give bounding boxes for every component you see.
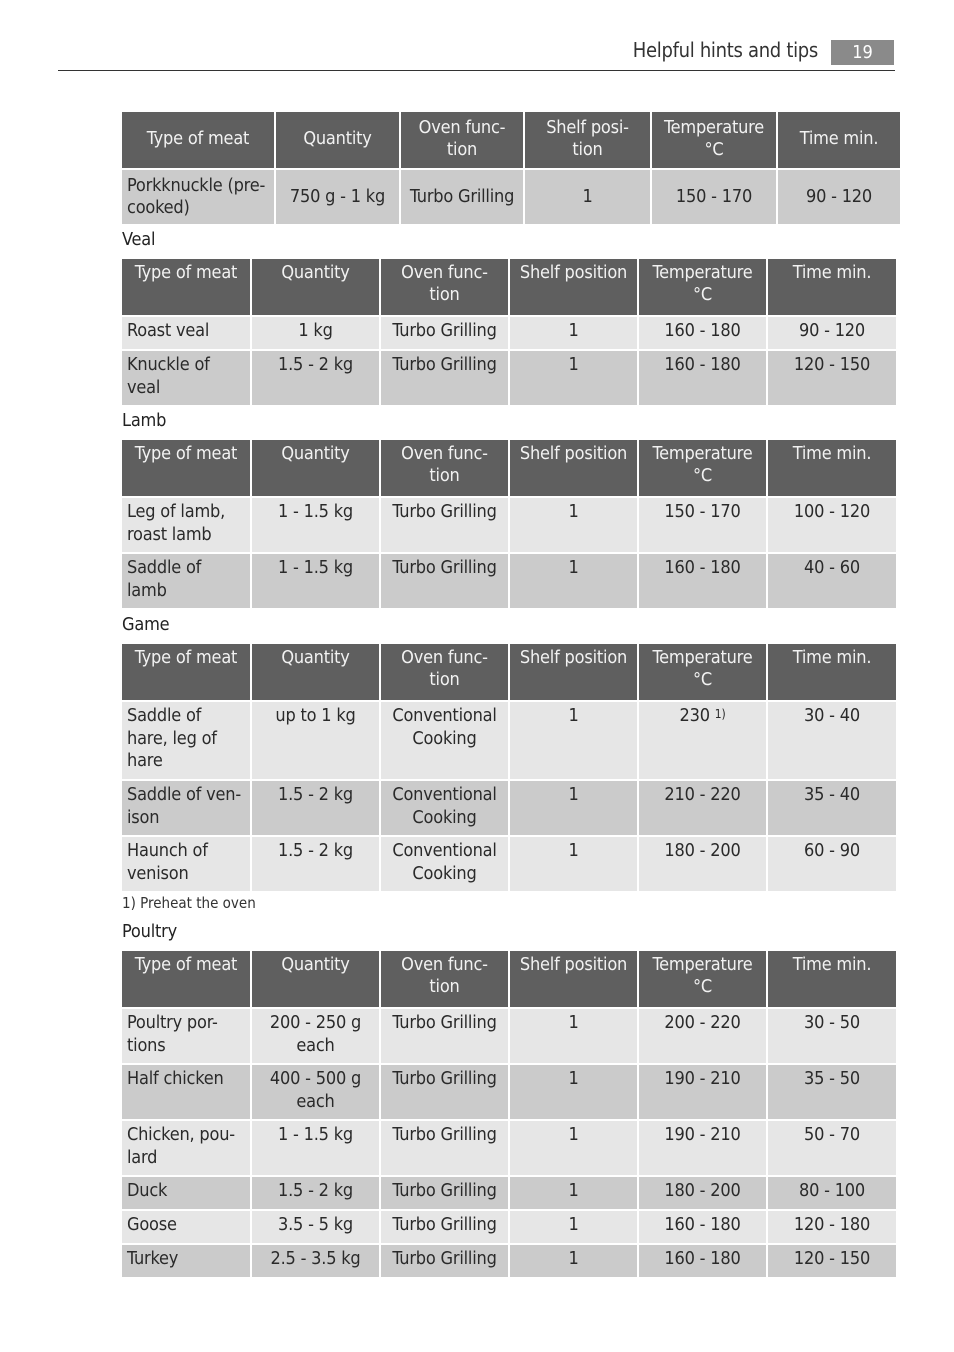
page-header-title: Helpful hints and tips [632,38,818,62]
cell-temperature: 180 - 200 [639,837,766,891]
cell-temperature: 190 - 210 [639,1065,766,1119]
cell-quantity: 1 kg [252,317,379,349]
table-row [122,351,896,405]
cell-meat-type: Haunch of venison [122,837,250,891]
cell-time: 120 - 150 [768,1245,896,1277]
cell-oven-function: Turbo Grilling [381,317,508,349]
cell-temperature: 150 - 170 [652,170,776,224]
cell-shelf-position: 1 [510,1065,637,1119]
cell-quantity: 1.5 - 2 kg [252,351,379,405]
cell-time: 35 - 50 [768,1065,896,1119]
lamb-table [120,438,898,610]
table-row [122,554,896,608]
cell-time: 120 - 180 [768,1211,896,1243]
column-header-temperature: Temperature °C [639,259,766,315]
column-header-quantity: Quantity [276,112,399,168]
table-row [122,1245,896,1277]
cell-temperature: 160 - 180 [639,1211,766,1243]
cell-meat-type: Saddle of lamb [122,554,250,608]
column-header-time: Time min. [778,112,900,168]
cell-oven-function: Turbo Grilling [381,498,508,552]
column-header-time: Time min. [768,259,896,315]
cell-temperature: 190 - 210 [639,1121,766,1175]
cell-oven-function: Turbo Grilling [381,1121,508,1175]
cell-meat-type: Knuckle of veal [122,351,250,405]
column-header-shelf-position: Shelf posi- tion [525,112,650,168]
cell-quantity: 1.5 - 2 kg [252,1177,379,1209]
cell-time: 90 - 120 [768,317,896,349]
game-footnote: 1) Preheat the oven [122,894,256,912]
header-divider [58,70,895,71]
column-header-temperature: Temperature °C [639,951,766,1007]
cell-time: 30 - 50 [768,1009,896,1063]
cell-quantity: 1 - 1.5 kg [252,554,379,608]
cell-quantity: 1.5 - 2 kg [252,837,379,891]
cell-shelf-position: 1 [510,1121,637,1175]
column-header-meat-type: Type of meat [122,951,250,1007]
cell-temperature: 160 - 180 [639,554,766,608]
table-row [122,702,896,779]
cell-shelf-position: 1 [510,1245,637,1277]
table-row [122,498,896,552]
column-header-temperature: Temperature °C [652,112,776,168]
cell-meat-type: Porkknuckle (pre- cooked) [122,170,274,224]
cell-oven-function: Conventional Cooking [381,781,508,835]
cell-oven-function: Turbo Grilling [381,1177,508,1209]
cell-temperature: 150 - 170 [639,498,766,552]
cell-shelf-position: 1 [510,1009,637,1063]
page-number-badge: 19 [831,40,894,65]
cell-temperature: 160 - 180 [639,317,766,349]
cell-meat-type: Roast veal [122,317,250,349]
cell-meat-type: Turkey [122,1245,250,1277]
table-row [122,1177,896,1209]
column-header-meat-type: Type of meat [122,440,250,496]
table-row [122,170,900,224]
column-header-oven-function: Oven func- tion [381,951,508,1007]
column-header-shelf-position: Shelf position [510,440,637,496]
cell-quantity: 750 g - 1 kg [276,170,399,224]
cell-oven-function: Turbo Grilling [381,1009,508,1063]
cell-meat-type: Half chicken [122,1065,250,1119]
cell-temperature: 160 - 180 [639,1245,766,1277]
cell-meat-type: Saddle of ven- ison [122,781,250,835]
cell-meat-type: Leg of lamb, roast lamb [122,498,250,552]
cell-quantity: up to 1 kg [252,702,379,779]
column-header-temperature: Temperature °C [639,440,766,496]
cell-shelf-position: 1 [510,837,637,891]
cell-quantity: 2.5 - 3.5 kg [252,1245,379,1277]
column-header-quantity: Quantity [252,440,379,496]
pork-table [120,110,902,226]
cell-quantity: 3.5 - 5 kg [252,1211,379,1243]
column-header-meat-type: Type of meat [122,259,250,315]
column-header-temperature: Temperature °C [639,644,766,700]
cell-meat-type: Chicken, pou- lard [122,1121,250,1175]
cell-shelf-position: 1 [510,498,637,552]
cell-time: 90 - 120 [778,170,900,224]
section-label-game: Game [122,614,170,635]
table-row [122,837,896,891]
cell-shelf-position: 1 [510,1211,637,1243]
cell-meat-type: Saddle of hare, leg of hare [122,702,250,779]
footnote-mark: 1) [714,707,726,721]
column-header-time: Time min. [768,951,896,1007]
cell-oven-function: Turbo Grilling [381,351,508,405]
cell-quantity: 200 - 250 g each [252,1009,379,1063]
section-label-poultry: Poultry [122,921,177,942]
table-row [122,1121,896,1175]
cell-shelf-position: 1 [510,554,637,608]
cell-shelf-position: 1 [510,351,637,405]
cell-shelf-position: 1 [510,702,637,779]
cell-time: 120 - 150 [768,351,896,405]
cell-time: 60 - 90 [768,837,896,891]
column-header-shelf-position: Shelf position [510,644,637,700]
column-header-oven-function: Oven func- tion [381,440,508,496]
table-row [122,1211,896,1243]
cell-oven-function: Conventional Cooking [381,837,508,891]
table-row [122,317,896,349]
cell-time: 30 - 40 [768,702,896,779]
table-row [122,1009,896,1063]
cell-oven-function: Conventional Cooking [381,702,508,779]
cell-oven-function: Turbo Grilling [401,170,523,224]
cell-oven-function: Turbo Grilling [381,1065,508,1119]
column-header-quantity: Quantity [252,259,379,315]
column-header-oven-function: Oven func- tion [381,259,508,315]
cell-oven-function: Turbo Grilling [381,554,508,608]
cell-temperature: 210 - 220 [639,781,766,835]
cell-temperature: 200 - 220 [639,1009,766,1063]
cell-temperature: 160 - 180 [639,351,766,405]
cell-meat-type: Poultry por- tions [122,1009,250,1063]
poultry-table [120,949,898,1279]
column-header-shelf-position: Shelf position [510,951,637,1007]
game-table [120,642,898,893]
cell-time: 50 - 70 [768,1121,896,1175]
cell-shelf-position: 1 [525,170,650,224]
cell-quantity: 1 - 1.5 kg [252,1121,379,1175]
cell-temperature: 180 - 200 [639,1177,766,1209]
column-header-oven-function: Oven func- tion [401,112,523,168]
cell-time: 40 - 60 [768,554,896,608]
cell-time: 35 - 40 [768,781,896,835]
cell-quantity: 1 - 1.5 kg [252,498,379,552]
cell-temperature: 230 $^{1)}$ [639,702,766,779]
cell-shelf-position: 1 [510,317,637,349]
cell-time: 80 - 100 [768,1177,896,1209]
table-row [122,1065,896,1119]
cell-meat-type: Duck [122,1177,250,1209]
cell-time: 100 - 120 [768,498,896,552]
section-label-lamb: Lamb [122,410,167,431]
column-header-quantity: Quantity [252,644,379,700]
section-label-veal: Veal [122,229,156,250]
cell-shelf-position: 1 [510,1177,637,1209]
column-header-meat-type: Type of meat [122,644,250,700]
column-header-quantity: Quantity [252,951,379,1007]
cell-oven-function: Turbo Grilling [381,1245,508,1277]
column-header-time: Time min. [768,644,896,700]
column-header-time: Time min. [768,440,896,496]
cell-oven-function: Turbo Grilling [381,1211,508,1243]
table-row [122,781,896,835]
column-header-oven-function: Oven func- tion [381,644,508,700]
column-header-meat-type: Type of meat [122,112,274,168]
column-header-shelf-position: Shelf position [510,259,637,315]
cell-meat-type: Goose [122,1211,250,1243]
veal-table [120,257,898,407]
cell-quantity: 1.5 - 2 kg [252,781,379,835]
cell-quantity: 400 - 500 g each [252,1065,379,1119]
cell-shelf-position: 1 [510,781,637,835]
